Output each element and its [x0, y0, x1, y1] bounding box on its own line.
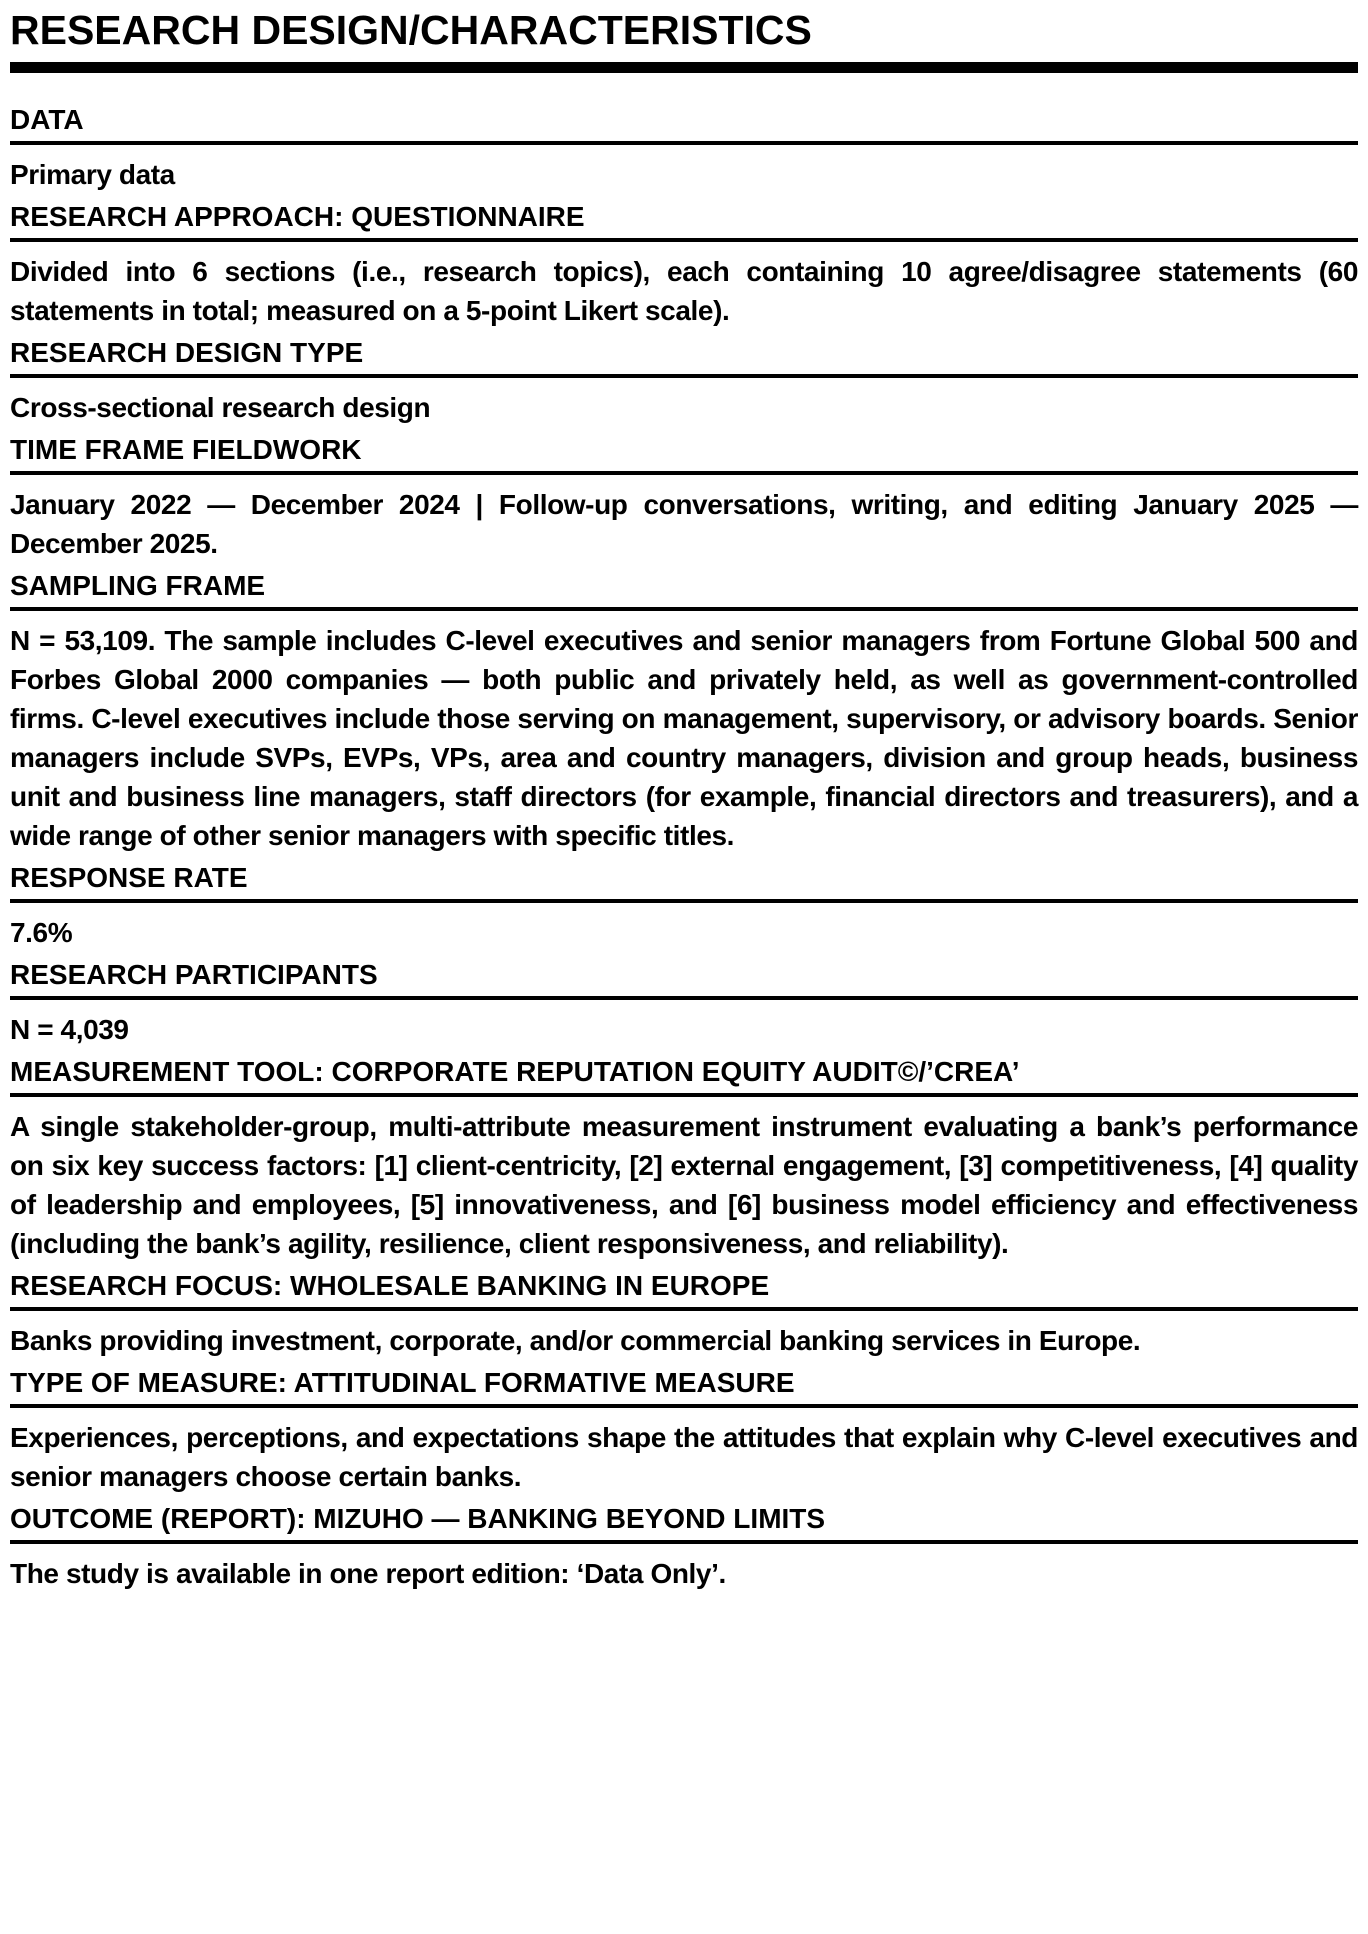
- section-body: Experiences, perceptions, and expectations shape the attitudes that explain why C-level executives and senior managers choose certain banks.: [10, 1422, 1358, 1492]
- section-heading: MEASUREMENT TOOL: CORPORATE REPUTATION EQUITY AUDIT©/’CREA’: [10, 1056, 1020, 1087]
- section-body: January 2022 — December 2024 | Follow-up conversations, writing, and editing January 2025 — December 2025.: [10, 489, 1358, 559]
- section-type-of-measure: [10, 1360, 1358, 1496]
- section-body: N = 4,039: [10, 1014, 129, 1045]
- section-heading: RESEARCH FOCUS: WHOLESALE BANKING IN EUROPE: [10, 1270, 770, 1301]
- section-heading: RESEARCH APPROACH: QUESTIONNAIRE: [10, 201, 585, 232]
- section-body: Banks providing investment, corporate, and/or commercial banking services in Europe.: [10, 1325, 1141, 1356]
- section-heading: RESPONSE RATE: [10, 862, 248, 893]
- section-measurement-tool: [10, 1049, 1358, 1263]
- section-heading: DATA: [10, 104, 84, 135]
- section-time-frame: [10, 427, 1358, 563]
- section-body: Primary data: [10, 159, 175, 190]
- section-outcome-report: [10, 1496, 1358, 1593]
- section-heading: TIME FRAME FIELDWORK: [10, 434, 362, 465]
- section-body: The study is available in one report edition: ‘Data Only’.: [10, 1558, 726, 1589]
- section-body: A single stakeholder-group, multi-attribute measurement instrument evaluating a bank’s performance on six key success factors: [1] client-centricity, [2] external engagement, [3] competitiveness, [4] quality of leadership and employees, [5] innovativeness, and [6] business model efficiency and effectiveness (including the bank’s agility, resilience, client responsiveness, and reliability).: [10, 1111, 1358, 1259]
- section-research-focus: [10, 1263, 1358, 1360]
- section-sampling-frame: [10, 563, 1358, 855]
- page-title: RESEARCH DESIGN/CHARACTERISTICS: [10, 7, 812, 53]
- section-heading: RESEARCH DESIGN TYPE: [10, 337, 364, 368]
- section-research-design-type: [10, 330, 1358, 427]
- section-heading: TYPE OF MEASURE: ATTITUDINAL FORMATIVE MEASURE: [10, 1367, 795, 1398]
- section-response-rate: [10, 855, 1358, 952]
- section-heading: OUTCOME (REPORT): MIZUHO — BANKING BEYOND LIMITS: [10, 1503, 826, 1534]
- section-heading: SAMPLING FRAME: [10, 570, 266, 601]
- section-body: Divided into 6 sections (i.e., research topics), each containing 10 agree/disagree statements (60 statements in total; measured on a 5-point Likert scale).: [10, 256, 1358, 326]
- section-body: N = 53,109. The sample includes C-level executives and senior managers from Fortune Global 500 and Forbes Global 2000 companies — both public and privately held, as well as government-controlled firms. C-level executives include those serving on management, supervisory, or advisory boards. Senior managers include SVPs, EVPs, VPs, area and country managers, division and group heads, business unit and business line managers, staff directors (for example, financial directors and treasurers), and a wide range of other senior managers with specific titles.: [10, 625, 1358, 851]
- title-divider: [10, 62, 1358, 73]
- section-research-approach: [10, 194, 1358, 330]
- section-data: [10, 97, 1358, 194]
- document-page: [10, 0, 1358, 1593]
- section-heading: RESEARCH PARTICIPANTS: [10, 959, 378, 990]
- section-body: Cross-sectional research design: [10, 392, 431, 423]
- section-body: 7.6%: [10, 917, 73, 948]
- section-research-participants: [10, 952, 1358, 1049]
